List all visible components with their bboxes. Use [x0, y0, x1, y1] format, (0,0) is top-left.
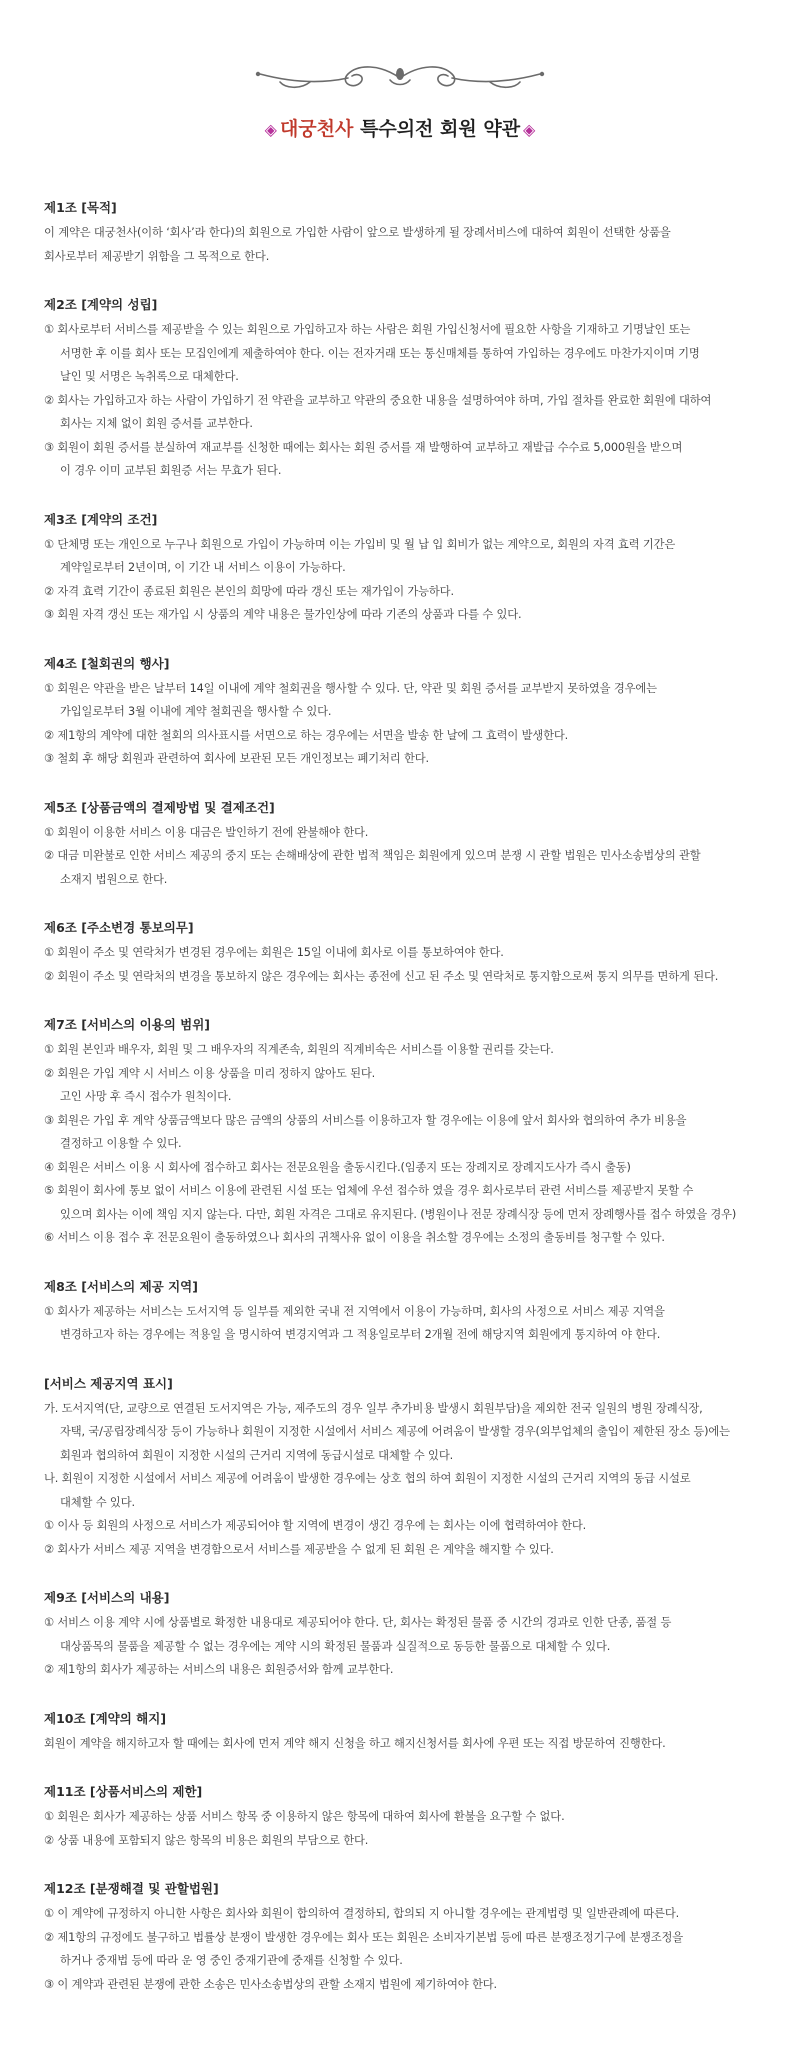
brand-name: 대궁천사 [279, 118, 354, 140]
title-text: 특수의전 회원 약관 [359, 118, 521, 140]
terms-article [44, 918, 760, 988]
article-line: 서명한 후 이를 회사 또는 모집인에게 제출하여야 한다. 이는 전자거래 또는 통신매체를 통하여 가입하는 경우에도 마찬가지이며 기명 [60, 346, 700, 360]
article-line: 대체할 수 있다. [60, 1495, 135, 1509]
article-title: 제1조 [목적] [44, 200, 117, 215]
article-line: ② 회사가 서비스 제공 지역을 변경함으로서 서비스를 제공받을 수 없게 된 회원 은 계약을 해지할 수 있다. [44, 1542, 554, 1556]
article-line: 회원이 계약을 해지하고자 할 때에는 회사에 먼저 계약 해지 신청을 하고 해지신청서를 회사에 우편 또는 직접 방문하여 진행한다. [44, 1736, 666, 1750]
article-line: ① 회사가 제공하는 서비스는 도서지역 등 일부를 제외한 국내 전 지역에서 이용이 가능하며, 회사의 사정으로 서비스 제공 지역을 [44, 1304, 665, 1318]
terms-article [44, 1374, 760, 1562]
article-line: ① 단체명 또는 개인으로 누구나 회원으로 가입이 가능하며 이는 가입비 및 월 납 입 회비가 없는 계약으로, 회원의 자격 효력 기간은 [44, 537, 676, 551]
article-line: ③ 철회 후 해당 회원과 관련하여 회사에 보관된 모든 개인정보는 폐기처리 한다. [44, 752, 429, 765]
article-line: 고인 사망 후 즉시 접수가 원칙이다. [60, 1090, 232, 1103]
article-line: 소재지 법원으로 한다. [60, 872, 168, 886]
article-title: 제8조 [서비스의 제공 지역] [44, 1278, 198, 1294]
article-line: ① 서비스 이용 계약 시에 상품별로 확정한 내용대로 제공되어야 한다. 단, 회사는 확정된 물품 중 시간의 경과로 인한 단종, 품절 등 [44, 1616, 672, 1629]
article-line: ① 회원은 회사가 제공하는 상품 서비스 항목 중 이용하지 않은 항목에 대하여 회사에 환불을 요구할 수 없다. [44, 1810, 565, 1823]
terms-article [44, 198, 760, 268]
diamond-right-icon: ◈ [523, 120, 536, 139]
article-line: 회사는 지체 없이 회원 증서를 교부한다. [60, 417, 253, 430]
article-title: 제12조 [분쟁해결 및 관할법원] [44, 1881, 219, 1896]
article-line: ④ 회원은 서비스 이용 시 회사에 접수하고 회사는 전문요원을 출동시킨다.(임종지 또는 장례지로 장례지도사가 즉시 출동) [44, 1160, 631, 1174]
article-line: ③ 회원은 가입 후 계약 상품금액보다 많은 금액의 상품의 서비스를 이용하고자 할 경우에는 이용에 앞서 회사와 협의하여 추가 비용을 [44, 1113, 687, 1127]
terms-article [44, 510, 760, 627]
article-line: ① 이 계약에 규정하지 아니한 사항은 회사와 회원이 합의하여 결정하되, 합의되 지 아니할 경우에는 관계법령 및 일반관례에 따른다. [44, 1907, 680, 1920]
page-title [0, 114, 800, 141]
article-title: 제11조 [상품서비스의 제한] [44, 1784, 203, 1799]
terms-article [44, 1588, 760, 1682]
article-line: ② 제1항의 규정에도 불구하고 법률상 분쟁이 발생한 경우에는 회사 또는 회원은 소비자기본법 등에 따른 분쟁조정기구에 분쟁조정을 [44, 1930, 684, 1944]
article-line: ① 회원 본인과 배우자, 회원 및 그 배우자의 직계존속, 회원의 직계비속은 서비스를 이용할 권리를 갖는다. [44, 1043, 554, 1056]
article-title: 제5조 [상품금액의 결제방법 및 결제조건] [44, 799, 275, 815]
article-line: 이 경우 이미 교부된 회원증 서는 무효가 된다. [60, 464, 282, 477]
article-title: 제10조 [계약의 해지] [44, 1710, 167, 1726]
article-line: 나. 회원이 지정한 시설에서 서비스 제공에 어려움이 발생한 경우에는 상호 협의 하여 회원이 지정한 시설의 근거리 지역의 동급 시설로 [44, 1472, 691, 1485]
article-line: 있으며 회사는 이에 책임 지지 않는다. 다만, 회원 자격은 그대로 유지된다. (병원이나 전문 장례식장 등에 먼저 장례행사를 접수 하였을 경우) [60, 1207, 737, 1221]
article-line: ③ 회원이 회원 증서를 분실하여 재교부를 신청한 때에는 회사는 회원 증서를 재 발행하여 교부하고 재발급 수수료 5,000원을 받으며 [44, 440, 683, 454]
article-line: 날인 및 서명은 녹취록으로 대체한다. [60, 370, 239, 383]
terms-article [44, 798, 760, 892]
article-line: ② 회원은 가입 계약 시 서비스 이용 상품을 미리 정하지 않아도 된다. [44, 1066, 376, 1080]
article-title: 제4조 [철회권의 행사] [44, 655, 170, 671]
article-line: ① 이사 등 회원의 사정으로 서비스가 제공되어야 할 지역에 변경이 생긴 경우에 는 회사는 이에 협력하여야 한다. [44, 1519, 587, 1532]
terms-article [44, 1879, 760, 1996]
article-line: ③ 회원 자격 갱신 또는 재가입 시 상품의 계약 내용은 물가인상에 따라 기존의 상품과 다를 수 있다. [44, 608, 522, 621]
article-title: [서비스 제공지역 표시] [44, 1375, 173, 1391]
article-line: ③ 이 계약과 관련된 분쟁에 관한 소송은 민사소송법상의 관할 소재지 법원에 제기하여야 한다. [44, 1977, 497, 1991]
article-line: ② 대금 미완불로 인한 서비스 제공의 중지 또는 손해배상에 관한 법적 책임은 회원에게 있으며 분쟁 시 관할 법원은 민사소송법상의 관할 [44, 849, 701, 862]
article-line: ① 회원은 약관을 받은 날부터 14일 이내에 계약 철회권을 행사할 수 있다. 단, 약관 및 회원 증서를 교부받지 못하였을 경우에는 [44, 681, 657, 695]
article-line: 하거나 중재법 등에 따라 운 영 중인 중재기관에 중재를 신청할 수 있다. [60, 1954, 403, 1967]
article-line: 회사로부터 제공받기 위함을 그 목적으로 한다. [44, 249, 270, 263]
terms-article [44, 1709, 760, 1756]
terms-article [44, 1277, 760, 1347]
article-title: 제9조 [서비스의 내용] [44, 1590, 170, 1605]
article-line: ① 회원이 주소 및 연락처가 변경된 경우에는 회원은 15일 이내에 회사로 이를 통보하여야 한다. [44, 946, 504, 959]
terms-article [44, 654, 760, 771]
article-line: 회원과 협의하여 회원이 지정한 시설의 근거리 지역에 동급시설로 대체할 수 있다. [60, 1448, 454, 1462]
article-title: 제3조 [계약의 조건] [44, 511, 158, 527]
article-line: ② 자격 효력 기간이 종료된 회원은 본인의 희망에 따라 갱신 또는 재가입이 가능하다. [44, 584, 454, 598]
article-line: 대상품목의 물품을 제공할 수 없는 경우에는 계약 시의 확정된 물품과 실질적으로 동등한 물품으로 대체할 수 있다. [60, 1639, 611, 1653]
article-line: 계약일로부터 2년이며, 이 기간 내 서비스 이용이 가능하다. [60, 561, 346, 574]
article-line: ② 제1항의 회사가 제공하는 서비스의 내용은 회원증서와 함께 교부한다. [44, 1663, 394, 1676]
page-header [0, 0, 800, 140]
article-line: ⑥ 서비스 이용 접수 후 전문요원이 출동하였으나 회사의 귀책사유 없이 이용을 취소할 경우에는 소정의 출동비를 청구할 수 있다. [44, 1231, 665, 1244]
article-line: ② 회사는 가입하고자 하는 사람이 가입하기 전 약관을 교부하고 약관의 중요한 내용을 설명하여야 하며, 가입 절차를 완료한 회원에 대하여 [44, 393, 712, 407]
article-title: 제6조 [주소변경 통보의무] [44, 920, 194, 935]
article-line: ① 회사로부터 서비스를 제공받을 수 있는 회원으로 가입하고자 하는 사람은 회원 가입신청서에 필요한 사항을 기재하고 기명날인 또는 [44, 323, 691, 336]
article-line: 결정하고 이용할 수 있다. [60, 1137, 182, 1150]
terms-article [44, 1782, 760, 1852]
article-line: ② 제1항의 계약에 대한 철회의 의사표시를 서면으로 하는 경우에는 서면을 발송 한 날에 그 효력이 발생한다. [44, 728, 569, 742]
article-line: ⑤ 회원이 회사에 통보 없이 서비스 이용에 관련된 시설 또는 업체에 우선 접수하 였을 경우 회사로부터 관련 서비스를 제공받지 못할 수 [44, 1184, 694, 1197]
article-line: 가입일로부터 3월 이내에 계약 철회권을 행사할 수 있다. [60, 705, 332, 718]
terms-article [44, 1015, 760, 1250]
article-line: 이 계약은 대궁천사(이하 ‘회사’라 한다)의 회원으로 가입한 사람이 앞으로 발생하게 될 장례서비스에 대하여 회원이 선택한 상품을 [44, 226, 671, 239]
article-line: ② 회원이 주소 및 연락처의 변경을 통보하지 않은 경우에는 회사는 종전에 신고 된 주소 및 연락처로 통지함으로써 통지 의무를 면하게 된다. [44, 969, 719, 983]
article-line: ① 회원이 이용한 서비스 이용 대금은 발인하기 전에 완불해야 한다. [44, 825, 369, 839]
terms-content [44, 198, 760, 2023]
article-title: 제7조 [서비스의 이용의 범위] [44, 1017, 211, 1032]
article-line: 자택, 국/공립장례식장 등이 가능하나 회원이 지정한 시설에서 서비스 제공에 어려움이 발생할 경우(외부업체의 출입이 제한된 장소 등)에는 [60, 1425, 730, 1438]
article-line: ② 상품 내용에 포함되지 않은 항목의 비용은 회원의 부담으로 한다. [44, 1833, 369, 1847]
terms-article [44, 295, 760, 483]
diamond-left-icon: ◈ [264, 120, 277, 139]
article-title: 제2조 [계약의 성립] [44, 297, 158, 312]
article-line: 가. 도서지역(단, 교량으로 연결된 도서지역은 가능, 제주도의 경우 일부 추가비용 발생시 회원부담)을 제외한 전국 일원의 병원 장례식장, [44, 1401, 703, 1415]
flourish-ornament-icon [240, 52, 560, 102]
article-line: 변경하고자 하는 경우에는 적용일 을 명시하여 변경지역과 그 적용일로부터 2개월 전에 해당지역 회원에게 통지하여 야 한다. [60, 1328, 661, 1341]
